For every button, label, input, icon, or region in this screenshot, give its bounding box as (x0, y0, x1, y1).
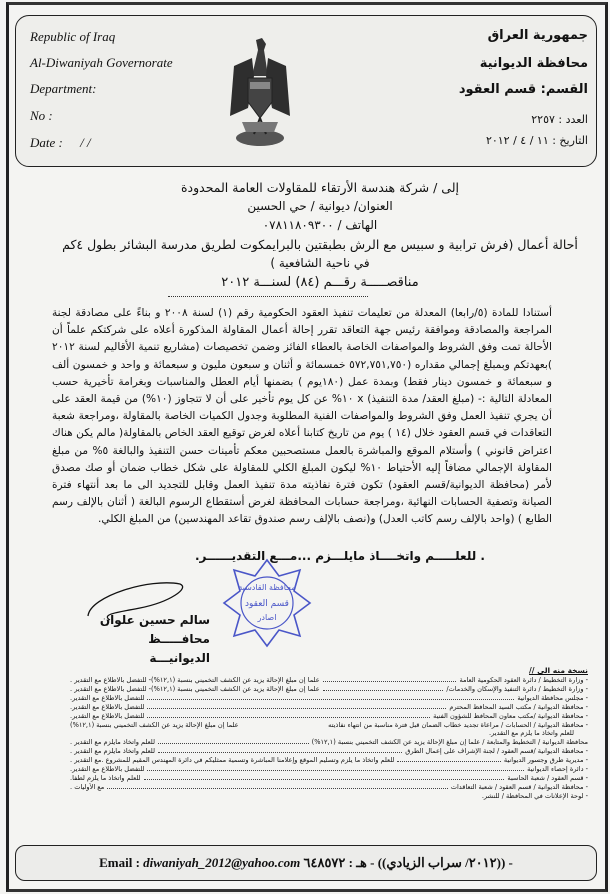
copy-item (70, 774, 588, 783)
subject-line-2: في ناحية الشافعية ) (270, 256, 370, 270)
copies-title: نسخة منه الى // (529, 666, 588, 675)
signatory-title: محافـــــظ الديوانيـــة (148, 632, 210, 665)
copy-recipient: - مديرية طرق وجسور الديوانية (503, 756, 588, 765)
recipient-phone: الهاتف / ٠٧٨١١٨٠٩٣٠٠ (262, 218, 378, 232)
copy-item (70, 712, 588, 721)
iraq-eagle-emblem-icon (228, 36, 292, 148)
date-label: Date : (30, 135, 63, 150)
dotted-leader (144, 774, 505, 780)
dotted-leader (323, 685, 444, 691)
copy-recipient: - محافظة الديوانية / الحسابات / مراعاة تجديد خطاب الضمان قبل فترة مناسبة من انتهاء نفاذيته (328, 720, 588, 729)
signatory-name: سالم حسين علوان (99, 613, 210, 627)
copy-item (70, 765, 588, 774)
document-date: التاريخ : ١١ / ٤ / ٢٠١٢ (485, 134, 588, 147)
copy-recipient: - وزارة التخطيط / دائرة التنفيذ والإسكان والخدمات/ (446, 684, 588, 693)
copy-recipient: - قسم العقود / شعبة الحاسبة (507, 773, 588, 782)
body-paragraph: أستنادا للمادة (٥/رابعا) المعدلة من تعليمات تنفيذ العقود الحكومية رقم (١) لسنة ٢٠٠٨ و بناءً على مصادقة لجنة المراجعة والمصادقة وموافقة رئيس جهة التعاقد تقرر إحالة أعمال المقاولة المذكورة أعلاه على شركتكم علماً أن الأحالة تمت وفق الشروط والمواصفات الخاصة بالعطاء الفائز وضمن تخصيصات (مشاريع تنمية الأقاليم لسنة ٢٠١٢ )بعهدتكم وبمبلغ إجمالي مقداره (٥٧٢,٧٥١,٧٥٠ خمسمائة و أثنان و سبعون مليون و سبعمائة و واحد و خمسون ألف و سبعمائة و خمسون دينار فقط) وبمدة عمل (١٨٠يوم ) بضمنها أيام العطل والمناسبات وبغرامة تأخيرية حسب المعادلة التالية :- (مبلغ العقد/ مدة التنفيذ) x ١٠% عن كل يوم تأخير على أن لا تتجاوز (١٠%) من قيمة العقد على أن يجري تنفيذ العمل وفق الشروط والمواصفات الفنية المطلوبة وجدول الكميات الخاصة بالمقاولة ،ومراجعة شعبة التعاقدات في قسم العقود خلال (١٤ ) يوم من تاريخ كتابنا أعلاه لغرض توقيع العقد الخاص بالمقاولة( مالم يكن هناك اعتراض قانوني ) وأستلام الموقع والمباشرة بالعمل مستصحبين معكم تأمينات حسن التنفيذ والبالغة ٥% من مبلغ المقاولة الإجمالي مضافاً إليه الأحتياط ١٠% ليكون المبلغ الكلي للمقاولة على شكل خطاب ضمان أو صك مصدق لأمر (محافظة الديوانية/قسم العقود) تكون فترة نفاذيته مدة تنفيذ العمل وقابل للتجديد الى ما بعد أنتهاء فترة الصيانة وتصفية الحسابات النهائية ،ومراجعة حسابات المحافظة لغرض أستقطاع الرسوم البالغة ( أثنان بالإلف رسم الطابع ) (واحد بالإلف رسم كاتب العدل) و(نصف بالإلف رسم صندوق تقاعد المهندسين) من المبلغ الكلي. (52, 307, 553, 526)
email-link[interactable]: diwaniyah_2012@yahoo.com (143, 855, 301, 870)
dotted-leader (323, 676, 457, 682)
dotted-leader (147, 694, 514, 700)
copy-note: علما إن مبلغ الإحالة يزيد عن الكشف التخميني بنسبة (١٢,١%)- للتفضل بالاطلاع مع التقدير . (70, 676, 320, 684)
dotted-leader (147, 765, 524, 771)
copy-item (70, 721, 588, 730)
closing-line: . للعلـــــم واتخــــاذ مايلـــزم ...مـــع التقديــــــر. (195, 549, 485, 563)
stamp-text-outer: محافظة القادسية (238, 583, 296, 592)
dotted-leader (158, 747, 402, 753)
copy-item (70, 756, 588, 765)
date-value-en: / / (80, 135, 91, 150)
copy-item (70, 792, 588, 801)
copy-item (70, 747, 588, 756)
copy-item (70, 703, 588, 712)
copies-list (70, 676, 588, 801)
copy-recipient: - وزارة التخطيط / دائرة العقود الحكومية العامة (459, 676, 588, 684)
copy-note: للعلم واتخاذ ما يلزم وتسليم الموقع وإعلامنا المباشرة وتسمية ممثليكم في دائرة المهندس المقيم للمشروع .مع التقدير . (70, 756, 395, 765)
dotted-leader (147, 712, 430, 718)
official-stamp-icon (222, 558, 312, 648)
copy-item (70, 685, 588, 694)
recipient-address: العنوان/ ديوانية / حي الحسين (247, 199, 393, 213)
dotted-leader (147, 703, 446, 709)
copy-item (70, 729, 588, 738)
copy-recipient: - محافظة الديوانية / مكتب السيد المحافظ المحترم (449, 702, 588, 711)
copy-note: للتفضل بالاطلاع مع التقدير. (70, 693, 145, 702)
dotted-leader (158, 738, 309, 744)
copy-recipient: محافظة الديوانية / التخطيط والمتابعة / علما إن مبلغ الإحالة يزيد عن الكشف التخميني بنسبة (١٢,١%) (311, 738, 588, 747)
copy-recipient: - محافظة الديوانية /قسم العقود / لجنة الإشراف على إعمال الطرق (405, 747, 588, 756)
copy-recipient: - محافظة الديوانية /مكتب معاون المحافظ للشؤون الفنية (433, 711, 588, 720)
copy-note: علما إن مبلغ الإحالة يزيد عن الكشف التخميني بنسبة (١٢,١%) (70, 720, 239, 729)
subject-line-1: أحالة أعمال (فرش ترابية و سبيس مع الرش بطبقتين بالبرايمكوت لطريق مدرسة البشائر بطول ٤كم (62, 237, 578, 252)
copy-note: للعلم واتخاذ مايلزم مع التقدير . (70, 738, 155, 747)
date-label-en (30, 135, 91, 151)
footer (15, 845, 597, 881)
copy-recipient: - لوحة الإعلانات في المحافظة / للنشر. (481, 791, 588, 800)
copy-note: للتفضل بالاطلاع مع التقدير. (70, 702, 145, 711)
footer-contact (16, 855, 596, 871)
copy-note: للعلم واتخاذ مايلزم مع التقدير . (70, 747, 155, 756)
tender-number: مناقصـــــة رقـــم (٨٤) لسنـــة ٢٠١٢ (221, 275, 419, 290)
copy-recipient: للعلم واتخاذ ما يلزم مع التقدير. (489, 729, 574, 738)
tender-underline (168, 296, 368, 297)
copy-recipient: - محافظة الديوانية / قسم العقود / شعبة التعاقدات (450, 782, 588, 791)
copy-item (70, 738, 588, 747)
copy-note: مع الأوليات . (70, 782, 105, 791)
stamp-text-inner: قسم العقود (245, 599, 289, 609)
recipient: إلى / شركة هندسة الأرتقاء للمقاولات العامة المحدودة (180, 180, 460, 195)
number-label-en: No : (30, 108, 53, 123)
stamp-text-bottom: اصادر (257, 613, 277, 622)
department-ar: القسم: قسم العقود (458, 82, 588, 97)
dotted-leader (107, 783, 447, 789)
governorate-ar: محافظة الديوانية (479, 56, 588, 71)
copy-item (70, 676, 588, 685)
country-en: Republic of Iraq (30, 29, 116, 44)
copy-note: للتفضل بالاطلاع مع التقدير. (70, 765, 145, 774)
dotted-leader (397, 756, 500, 762)
department-label-en: Department: (30, 81, 97, 96)
copy-item (70, 694, 588, 703)
footer-tail: - ((٢٠١٢/ سراب الزيادي)) - هـ : ٦٤٨٥٧٢ (303, 855, 513, 870)
email-label: Email : (99, 855, 140, 870)
copy-item (70, 783, 588, 792)
signatory (90, 611, 210, 668)
dotted-leader (242, 721, 326, 727)
copy-recipient: - دائرة إحصاء الديوانية (527, 765, 588, 774)
document-number: العدد : ٢٢٥٧ (531, 113, 588, 126)
copy-note: للتفضل بالاطلاع مع التقدير. (70, 711, 145, 720)
copy-note: علما إن مبلغ الإحالة يزيد عن الكشف التخميني بنسبة (١٢,١%)- للتفضل بالاطلاع مع التقدير . (70, 684, 320, 693)
copy-note: للعلم واتخاذ ما يلزم لطفا. (70, 773, 141, 782)
governorate-en: Al-Diwaniyah Governorate (30, 55, 173, 70)
country-ar: جمهورية العراق (487, 28, 588, 43)
copy-recipient: - مجلس محافظة الديوانية (517, 693, 588, 702)
